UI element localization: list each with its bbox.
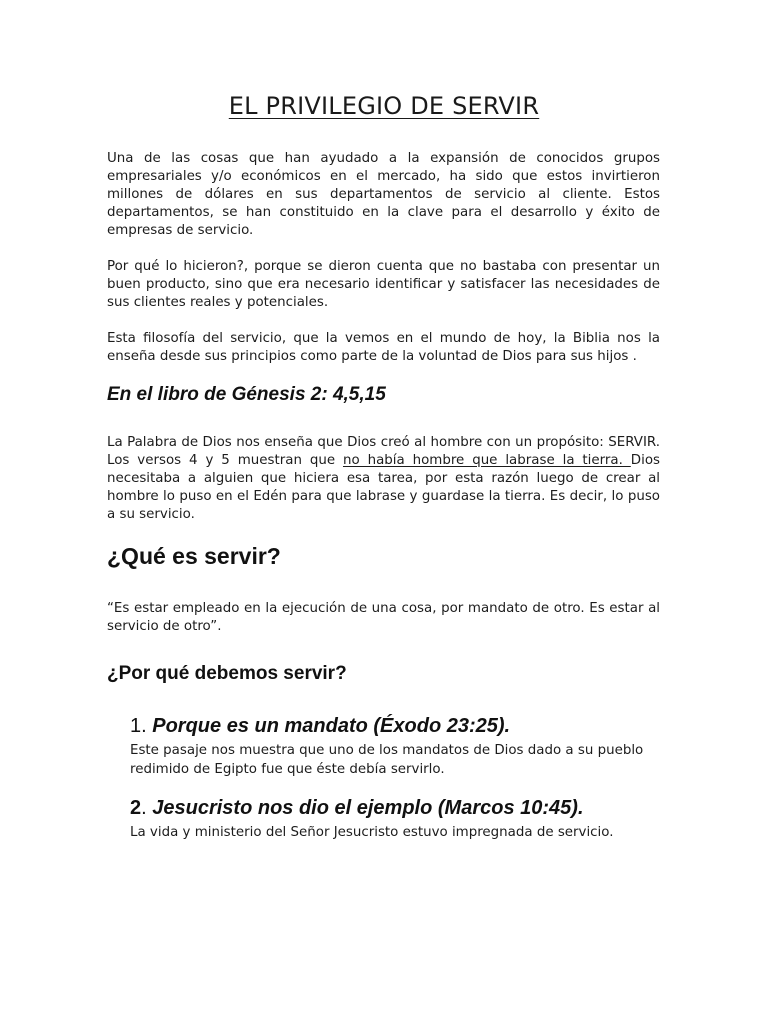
list-item-1-title: Porque es un mandato (Éxodo 23:25). bbox=[152, 715, 511, 737]
paragraph-definition: “Es estar empleado en la ejecución de una cosa, por mandato de otro. Es estar al servicio de otro”. bbox=[107, 601, 660, 634]
list-item-2-punct: . bbox=[141, 797, 147, 819]
paragraph-genesis bbox=[107, 434, 660, 524]
genesis-text-before: La Palabra de Dios nos enseña que Dios creó al hombre con un propósito: SERVIR. Los versos 4 y 5 muestran que bbox=[107, 435, 660, 468]
heading-por-que-servir: ¿Por qué debemos servir? bbox=[107, 663, 347, 684]
heading-que-es-servir: ¿Qué es servir? bbox=[107, 543, 281, 569]
paragraph-intro: Una de las cosas que han ayudado a la expansión de conocidos grupos empresariales y/o económicos en el mercado, ha sido que estos invirtieron millones de dólares en sus departamentos de servicio al cliente. Estos departamentos, se han constituido en la clave para el desarrollo y éxito de empresas de servicio. bbox=[107, 151, 660, 238]
list-item-2-title: Jesucristo nos dio el ejemplo (Marcos 10:45). bbox=[152, 797, 584, 819]
list-item-1-number: 1. bbox=[130, 715, 147, 737]
document-title: EL PRIVILEGIO DE SERVIR bbox=[228, 92, 540, 120]
paragraph-philosophy: Esta filosofía del servicio, que la vemos en el mundo de hoy, la Biblia nos la enseña desde sus principios como parte de la voluntad de Dios para sus hijos . bbox=[107, 331, 660, 364]
list-item-1-body: Este pasaje nos muestra que uno de los mandatos de Dios dado a su pueblo redimido de Egipto fue que éste debía servirlo. bbox=[130, 743, 644, 777]
paragraph-why: Por qué lo hicieron?, porque se dieron cuenta que no bastaba con presentar un buen producto, sino que era necesario identificar y satisfacer las necesidades de sus clientes reales y potenciales. bbox=[107, 259, 660, 310]
heading-genesis: En el libro de Génesis 2: 4,5,15 bbox=[107, 384, 386, 405]
list-item-2-heading bbox=[130, 797, 584, 820]
list-item-2-body: La vida y ministerio del Señor Jesucristo estuvo impregnada de servicio. bbox=[130, 825, 614, 840]
genesis-text-underlined: no había hombre que labrase la tierra. bbox=[342, 453, 631, 468]
list-item-2-number: 2 bbox=[130, 797, 142, 819]
genesis-text-after: Dios necesitaba a alguien que hiciera esa tarea, por esta razón luego de crear al hombre lo puso en el Edén para que labrase y guardase la tierra. Es decir, lo puso a su servicio. bbox=[107, 453, 660, 522]
list-item-1-heading bbox=[130, 715, 510, 738]
